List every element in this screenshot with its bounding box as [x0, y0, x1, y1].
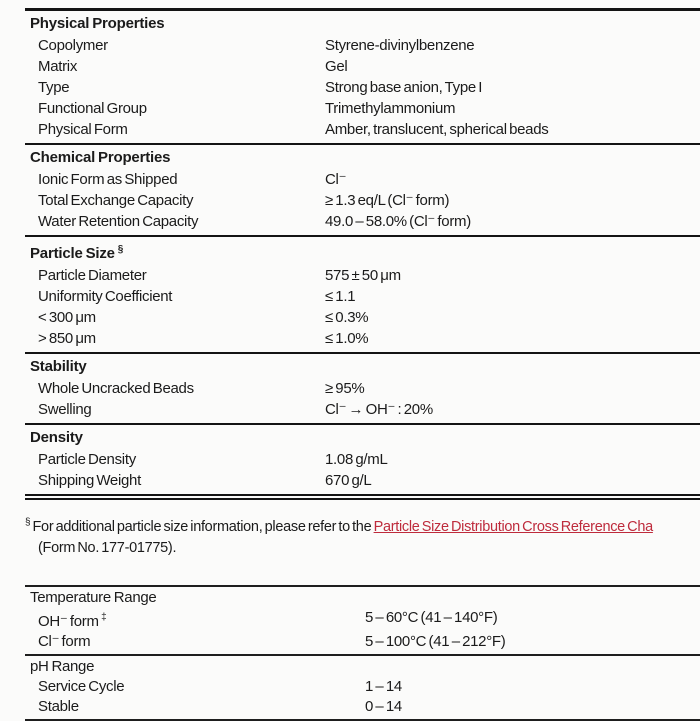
property-label: Shipping Weight [38, 472, 141, 489]
property-label: Stable [38, 697, 79, 715]
property-value: Strong base anion, Type I [325, 79, 483, 96]
table-row [25, 677, 700, 697]
property-value: Trimethylammonium [325, 100, 456, 117]
property-value: 0 – 14 [365, 697, 402, 715]
table-row [25, 328, 700, 349]
table-row [25, 211, 700, 232]
property-label: Service Cycle [38, 677, 125, 695]
property-value: 49.0 – 58.0% (Cl⁻ form) [325, 213, 471, 230]
particle-size-distribution-link[interactable]: Particle Size Distribution Cross Reference Cha [373, 518, 653, 535]
table-row [25, 307, 700, 328]
table-row [25, 169, 700, 190]
section-ph-range [25, 654, 700, 719]
table-row [25, 119, 700, 140]
section-title: Physical Properties [30, 15, 165, 32]
table-row [25, 98, 700, 119]
property-label: > 850 μm [38, 330, 96, 347]
table-row [25, 56, 700, 77]
property-value: ≥ 1.3 eq/L (Cl⁻ form) [325, 192, 450, 209]
section-stability [25, 352, 700, 423]
property-label: Matrix [38, 58, 78, 75]
property-label: Total Exchange Capacity [38, 192, 194, 209]
table-row [25, 399, 700, 420]
property-label: Ionic Form as Shipped [38, 171, 178, 188]
table-row [25, 449, 700, 470]
section-particle-size [25, 235, 700, 352]
property-label: Copolymer [38, 37, 108, 54]
table-row [25, 190, 700, 211]
particle-size-footnote [25, 512, 700, 559]
footnote-text: For additional particle size information, please refer to the [32, 518, 374, 535]
property-value: ≥ 95% [325, 380, 365, 397]
property-value: 670 g/L [325, 472, 372, 489]
property-label: Uniformity Coefficient [38, 288, 173, 305]
property-value: 1 – 14 [365, 677, 402, 695]
operating-conditions-table [25, 585, 700, 721]
property-label: Functional Group [38, 100, 147, 117]
section-title: Particle Size [30, 245, 115, 262]
table-row [25, 265, 700, 286]
table-row [25, 77, 700, 98]
footnote-marker: § [25, 517, 31, 528]
property-value: Cl⁻ → OH⁻ : 20% [325, 401, 433, 418]
property-value: Styrene-divinylbenzene [325, 37, 475, 54]
property-value: ≤ 0.3% [325, 309, 369, 326]
table-row [25, 632, 700, 652]
property-value: Amber, translucent, spherical beads [325, 121, 549, 138]
footnote-form-number: (Form No. 177-01775). [38, 539, 177, 556]
table-row [25, 378, 700, 399]
property-label: Swelling [38, 401, 92, 418]
section-physical-properties [25, 11, 700, 143]
property-label: Whole Uncracked Beads [38, 380, 194, 397]
section-title: Density [30, 429, 83, 446]
table-row [25, 286, 700, 307]
section-footnote-marker: § [117, 244, 124, 255]
property-label: Physical Form [38, 121, 128, 138]
table-row [25, 35, 700, 56]
property-label: Particle Diameter [38, 267, 147, 284]
section-chemical-properties [25, 143, 700, 235]
table-row [25, 697, 700, 717]
property-value: 1.08 g/mL [325, 451, 388, 468]
section-title: Chemical Properties [30, 149, 171, 166]
section-title: pH Range [30, 657, 95, 675]
property-label: Cl⁻ form [38, 632, 91, 650]
section-title: Temperature Range [30, 588, 157, 606]
property-value: Cl⁻ [325, 171, 347, 188]
property-label: < 300 μm [38, 309, 96, 326]
property-value: 5 – 60°C (41 – 140°F) [365, 608, 498, 626]
property-label: Particle Density [38, 451, 136, 468]
property-value: Gel [325, 58, 348, 75]
section-density [25, 423, 700, 494]
property-label: Type [38, 79, 70, 96]
property-value: ≤ 1.0% [325, 330, 369, 347]
property-value: ≤ 1.1 [325, 288, 356, 305]
section-temperature-range [25, 585, 700, 654]
section-title: Stability [30, 358, 87, 375]
property-label: Water Retention Capacity [38, 213, 199, 230]
double-dagger-footnote-marker: ‡ [101, 611, 107, 623]
table-row [25, 470, 700, 491]
property-value: 5 – 100°C (41 – 212°F) [365, 632, 506, 650]
table-row [25, 608, 700, 632]
properties-table [25, 8, 700, 500]
footnote-line1 [25, 512, 700, 538]
property-value: 575 ± 50 μm [325, 267, 401, 284]
property-label: OH⁻ form [38, 612, 99, 630]
